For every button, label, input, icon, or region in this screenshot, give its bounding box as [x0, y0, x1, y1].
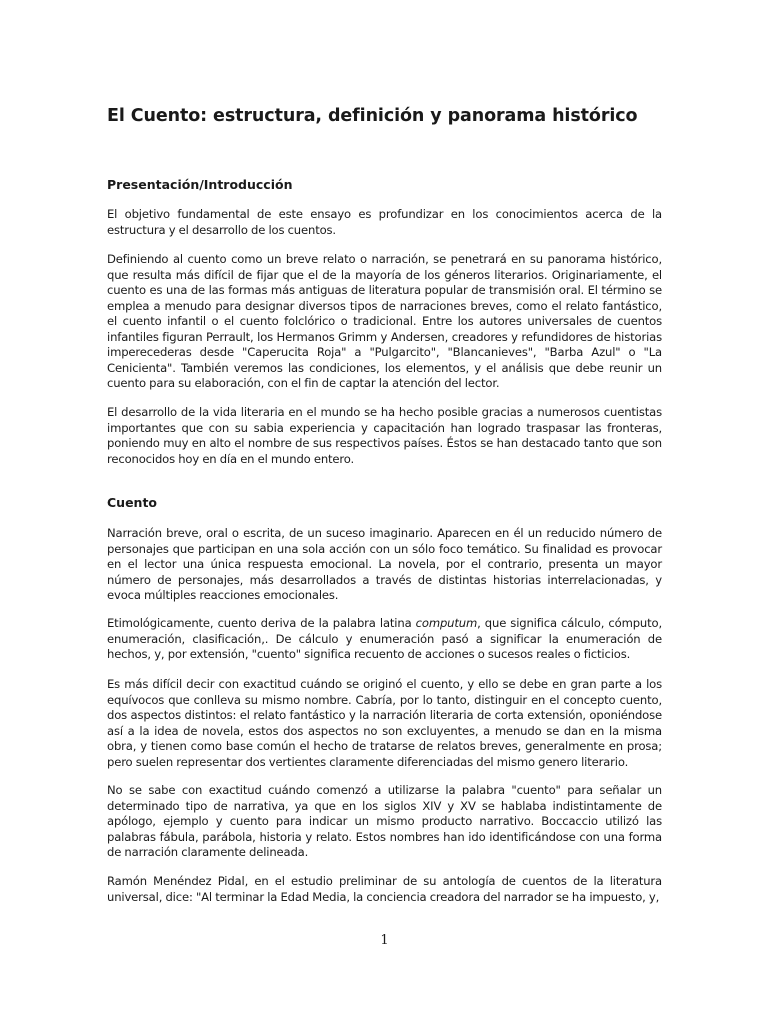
section-heading-introduccion: Presentación/Introducción: [107, 177, 293, 192]
page-number: 1: [380, 933, 389, 948]
document-title: El Cuento: estructura, definición y panorama histórico: [107, 106, 638, 126]
document-page: [107, 0, 662, 1024]
cuento-paragraph-2-text-a: Etimológicamente, cuento deriva de la palabra latina: [107, 616, 416, 630]
cuento-paragraph-3: Es más difícil decir con exactitud cuándo se originó el cuento, y ello se debe en gran parte a los equívocos que conlleva su mismo nombre. Cabría, por lo tanto, distinguir en el concepto cuento, dos aspectos distintos: el relato fantástico y la narración literaria de corta extensión, oponiéndose así a la idea de novela, estos dos aspectos no son excluyentes, a menudo se dan en la misma obra, y tienen como base común el hecho de tratarse de relatos breves, generalmente en prosa; pero suelen representar dos vertientes claramente diferenciadas del mismo genero literario.: [107, 677, 662, 769]
cuento-paragraph-2: [107, 616, 662, 663]
latin-term: computum: [415, 616, 478, 630]
cuento-paragraph-1: Narración breve, oral o escrita, de un suceso imaginario. Aparecen en él un reducido número de personajes que participan en una sola acción con un sólo foco temático. Su finalidad es provocar en el lector una única respuesta emocional. La novela, por el contrario, presenta un mayor número de personajes, más desarrollados a través de distintas historias interrelacionadas, y evoca múltiples reacciones emocionales.: [107, 526, 662, 602]
intro-paragraph-2: Definiendo al cuento como un breve relato o narración, se penetrará en su panorama histórico, que resulta más difícil de fijar que el de la mayoría de los géneros literarios. Originariamente, el cuento es una de las formas más antiguas de literatura popular de transmisión oral. El término se emplea a menudo para designar diversos tipos de narraciones breves, como el relato fantástico, el cuento infantil o el cuento folclórico o tradicional. Entre los autores universales de cuentos infantiles figuran Perrault, los Hermanos Grimm y Andersen, creadores y refundidores de historias imperecederas desde "Caperucita Roja" a "Pulgarcito", "Blancanieves", "Barba Azul" o "La Cenicienta". También veremos las condiciones, los elementos, y el análisis que debe reunir un cuento para su elaboración, con el fin de captar la atención del lector.: [107, 252, 662, 390]
cuento-paragraph-2-text-b: , que significa cálculo, cómputo, enumeración, clasificación,. De cálculo y enumeración pasó a significar la enumeración de hechos, y, por extensión, "cuento" significa recuento de acciones o sucesos reales o ficticios.: [107, 616, 662, 661]
intro-paragraph-1: El objetivo fundamental de este ensayo es profundizar en los conocimientos acerca de la estructura y el desarrollo de los cuentos.: [107, 207, 662, 237]
cuento-paragraph-5: Ramón Menéndez Pidal, en el estudio preliminar de su antología de cuentos de la literatura universal, dice: "Al terminar la Edad Media, la conciencia creadora del narrador se ha impuesto, y,: [107, 874, 662, 904]
cuento-paragraph-4: No se sabe con exactitud cuándo comenzó a utilizarse la palabra "cuento" para señalar un determinado tipo de narrativa, ya que en los siglos XIV y XV se hablaba indistintamente de apólogo, ejemplo y cuento para indicar un mismo producto narrativo. Boccaccio utilizó las palabras fábula, parábola, historia y relato. Estos nombres han ido identificándose con una forma de narración claramente delineada.: [107, 783, 662, 859]
section-heading-cuento: Cuento: [107, 495, 158, 510]
intro-paragraph-3: El desarrollo de la vida literaria en el mundo se ha hecho posible gracias a numerosos cuentistas importantes que con su sabia experiencia y capacitación han logrado traspasar las fronteras, poniendo muy en alto el nombre de sus respectivos países. Éstos se han destacado tanto que son reconocidos hoy en día en el mundo entero.: [107, 405, 662, 466]
